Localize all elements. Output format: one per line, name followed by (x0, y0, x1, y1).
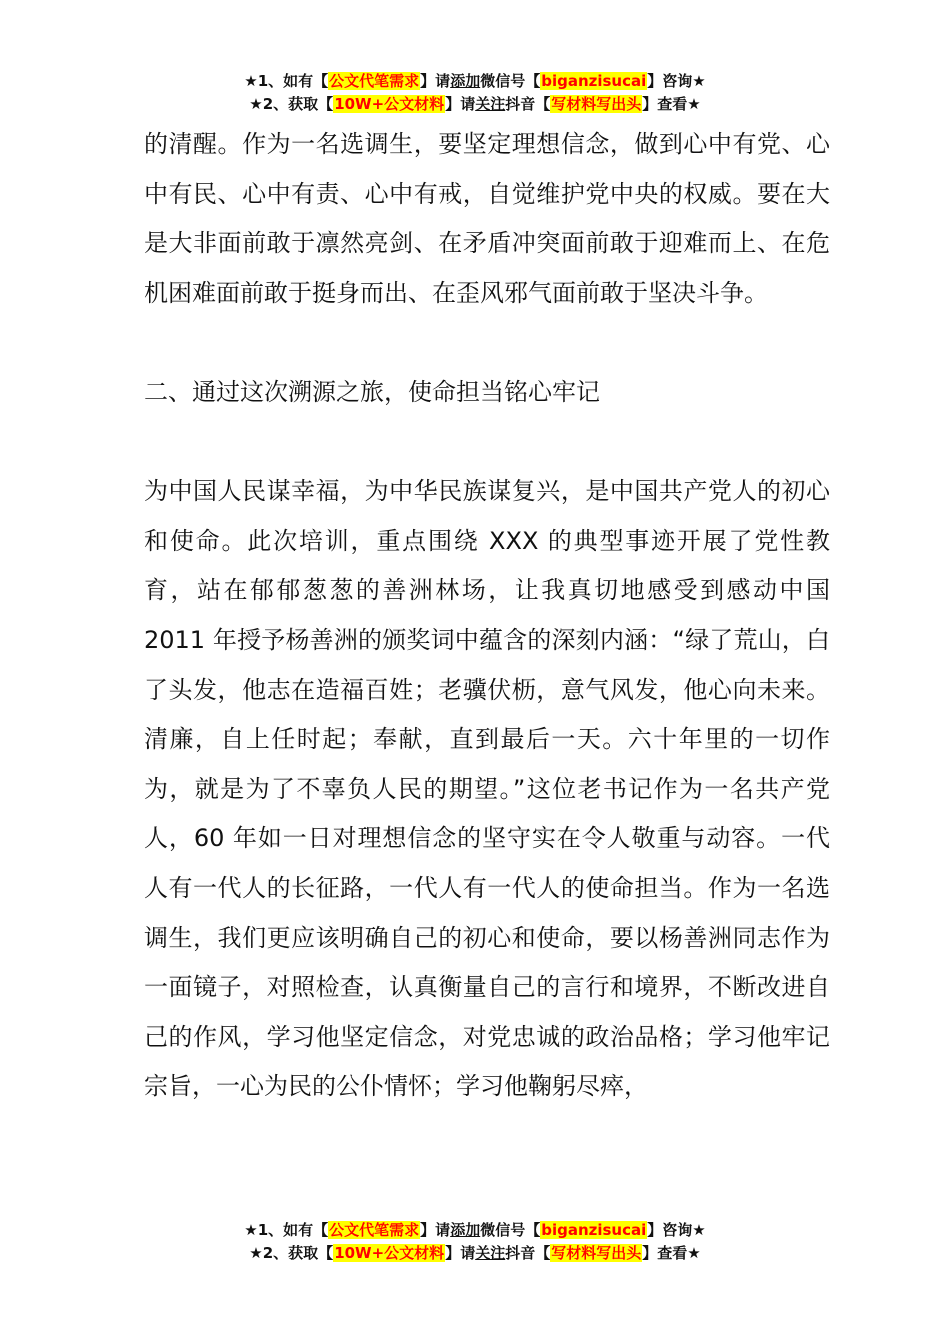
banner-text: 】查看★ (642, 1244, 701, 1262)
banner-line-2 (0, 1242, 950, 1265)
banner-text: ★1、如有【 (244, 72, 329, 90)
banner-text: 】咨询★ (647, 72, 706, 90)
highlight-douyin-account: 写材料写出头 (551, 1244, 642, 1262)
banner-line-1 (0, 70, 950, 93)
banner-underlined-text: 关注 (475, 1244, 506, 1262)
banner-text: 】请 (420, 1221, 451, 1239)
paragraph-spacer (144, 418, 830, 468)
highlight-materials: 10W+公文材料 (334, 1244, 445, 1262)
paragraph-main: 为中国人民谋幸福，为中华民族谋复兴，是中国共产党人的初心和使命。此次培训，重点围绕 XXX 的典型事迹开展了党性教育，站在郁郁葱葱的善洲林场，让我真切地感受到感动中国 2011 年授予杨善洲的颁奖词中蕴含的深刻内涵：“绿了荒山，白了头发，他志在造福百姓；老骥伏枥，意气风发，他心向未来。清廉，自上任时起；奉献，直到最后一天。六十年里的一切作为，就是为了不辜负人民的期望。”这位老书记作为一名共产党人，60 年如一日对理想信念的坚守实在令人敬重与动容。一代人有一代人的长征路，一代人有一代人的使命担当。作为一名选调生，我们更应该明确自己的初心和使命，要以杨善洲同志作为一面镜子，对照检查，认真衡量自己的言行和境界，不断改进自己的作风，学习他坚定信念，对党忠诚的政治品格；学习他牢记宗旨，一心为民的公仆情怀；学习他鞠躬尽瘁， (144, 477, 830, 1101)
banner-text: ★2、获取【 (249, 1244, 334, 1262)
banner-underlined-text: 添加 (450, 72, 481, 90)
highlight-materials: 10W+公文材料 (334, 95, 445, 113)
header-banner (0, 70, 950, 116)
banner-text: 微信号【 (480, 1221, 541, 1239)
banner-line-2 (0, 93, 950, 116)
banner-text: 抖音【 (505, 95, 551, 113)
paragraph-spacer (144, 318, 830, 368)
banner-text: 】请 (420, 72, 451, 90)
highlight-wechat-id: biganzisucai (541, 1221, 647, 1239)
banner-underlined-text: 添加 (450, 1221, 481, 1239)
banner-text: ★2、获取【 (249, 95, 334, 113)
banner-text: 微信号【 (480, 72, 541, 90)
banner-text: 】请 (445, 1244, 476, 1262)
banner-text: 】查看★ (642, 95, 701, 113)
section-heading: 二、通过这次溯源之旅，使命担当铭心牢记 (144, 377, 600, 406)
highlight-wechat-id: biganzisucai (541, 72, 647, 90)
highlight-service: 公文代笔需求 (329, 1221, 420, 1239)
banner-text: 抖音【 (505, 1244, 551, 1262)
footer-banner (0, 1219, 950, 1265)
document-body (144, 120, 830, 1112)
banner-text: 】请 (445, 95, 476, 113)
banner-text: 】咨询★ (647, 1221, 706, 1239)
highlight-douyin-account: 写材料写出头 (551, 95, 642, 113)
banner-underlined-text: 关注 (475, 95, 506, 113)
paragraph-continued: 的清醒。作为一名选调生，要坚定理想信念，做到心中有党、心中有民、心中有责、心中有戒，自觉维护党中央的权威。要在大是大非面前敢于凛然亮剑、在矛盾冲突面前敢于迎难而上、在危机困难面前敢于挺身而出、在歪风邪气面前敢于坚决斗争。 (144, 130, 830, 307)
banner-text: ★1、如有【 (244, 1221, 329, 1239)
banner-line-1 (0, 1219, 950, 1242)
highlight-service: 公文代笔需求 (329, 72, 420, 90)
